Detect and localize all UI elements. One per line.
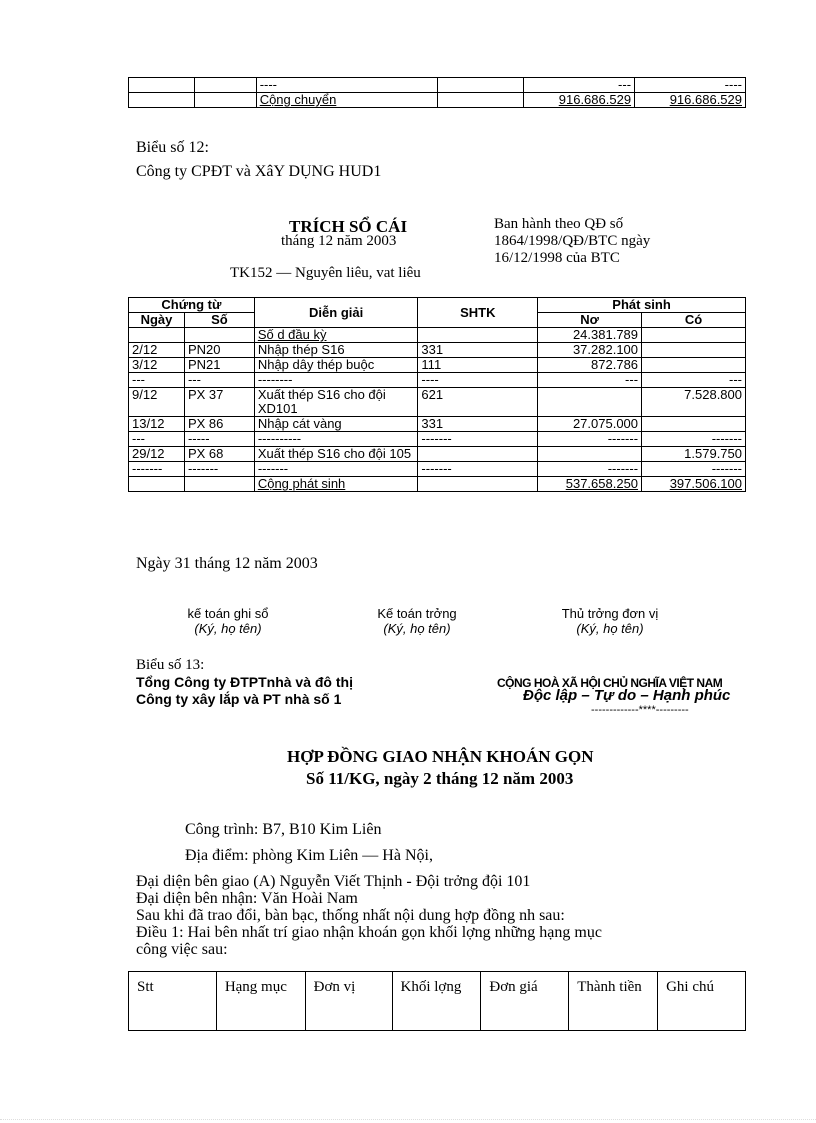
table-row: [129, 447, 746, 462]
cell: [438, 93, 524, 108]
cell: PX 37: [184, 388, 254, 417]
header-no: Nơ: [538, 313, 642, 328]
cell: 3/12: [129, 358, 185, 373]
page-bottom-divider: [0, 1119, 816, 1120]
cell: 872.786: [538, 358, 642, 373]
cell: ----------: [254, 432, 418, 447]
signature-accountant: [178, 606, 278, 636]
cell: Số d đầu kỳ: [254, 328, 418, 343]
table-row: [129, 477, 746, 492]
decree-line: 1864/1998/QĐ/BTC ngày: [494, 233, 651, 249]
header-khoi-luong: Khối lợng: [392, 972, 481, 1031]
header-ghi-chu: Ghi chú: [658, 972, 746, 1031]
table-row: [129, 358, 746, 373]
cell: 29/12: [129, 447, 185, 462]
table-row: [129, 373, 746, 388]
cell: Nhập thép S16: [254, 343, 418, 358]
signature-chief-accountant: [362, 606, 472, 636]
ledger-title: TRÍCH SỔ CÁI: [289, 217, 408, 236]
cell: [418, 328, 538, 343]
header-row: [129, 298, 746, 313]
cell: ----: [418, 373, 538, 388]
cell: -----: [184, 432, 254, 447]
bieu13-org: [136, 674, 353, 708]
cell: ---: [184, 373, 254, 388]
account-line: TK152 — Nguyên liêu, vat liêu: [230, 265, 421, 281]
nation-stars: -------------****---------: [591, 704, 689, 716]
cell: ---: [524, 78, 635, 93]
header-thanh-tien: Thành tiền: [569, 972, 658, 1031]
cell: [538, 447, 642, 462]
cell: -------: [184, 462, 254, 477]
cell: 916.686.529: [635, 93, 746, 108]
cell: [129, 78, 195, 93]
cell: -------: [418, 432, 538, 447]
paragraph-line: Đại diện bên nhận: Văn Hoài Nam: [136, 890, 358, 907]
header-shtk: SHTK: [418, 298, 538, 328]
cell: PN21: [184, 358, 254, 373]
header-chung-tu: Chứng từ: [129, 298, 255, 313]
cell: Cộng phát sinh: [254, 477, 418, 492]
cell: 13/12: [129, 417, 185, 432]
cell: 7.528.800: [642, 388, 746, 417]
signature-note: (Ký, họ tên): [576, 621, 644, 636]
cell: [438, 78, 524, 93]
contract-subtitle: Số 11/KG, ngày 2 tháng 12 năm 2003: [306, 769, 574, 788]
cell: 916.686.529: [524, 93, 635, 108]
cell: -------: [254, 462, 418, 477]
cell: [194, 78, 256, 93]
cell: [642, 328, 746, 343]
header-ngay: Ngày: [129, 313, 185, 328]
cell: [418, 477, 538, 492]
table-row: [129, 462, 746, 477]
cell: ----: [635, 78, 746, 93]
decree-block: [494, 216, 650, 267]
nation-motto: Độc lập – Tự do – Hạnh phúc: [523, 687, 731, 704]
ledger-date-line: Ngày 31 tháng 12 năm 2003: [136, 555, 318, 572]
header-so: Số: [184, 313, 254, 328]
signature-head: [545, 606, 675, 636]
cell: [642, 343, 746, 358]
carry-over-table: [128, 77, 746, 108]
cell: 24.381.789: [538, 328, 642, 343]
cell: -------: [418, 462, 538, 477]
decree-line: Ban hành theo QĐ số: [494, 216, 624, 232]
header-don-gia: Đơn giá: [481, 972, 569, 1031]
table-row: [129, 417, 746, 432]
cell: 37.282.100: [538, 343, 642, 358]
cell: ---: [642, 373, 746, 388]
cell: ---: [129, 373, 185, 388]
bieu13-label: Biểu số 13:: [136, 657, 205, 673]
nation-title: CỘNG HOÀ XÃ HỘI CHỦ NGHĨA VIỆT NAM: [497, 676, 723, 690]
signature-role: kế toán ghi sổ: [187, 606, 269, 621]
cell: 397.506.100: [642, 477, 746, 492]
cell: 331: [418, 343, 538, 358]
cell: 2/12: [129, 343, 185, 358]
dia-diem: Địa điểm: phòng Kim Liên — Hà Nội,: [185, 847, 433, 864]
bieu12-label: Biểu số 12:: [136, 139, 209, 156]
signature-note: (Ký, họ tên): [383, 621, 451, 636]
bieu12-company: Công ty CPĐT và XâY DỤNG HUD1: [136, 163, 382, 180]
cell: [642, 417, 746, 432]
signature-role: Thủ trởng đơn vị: [561, 606, 659, 621]
cell: [129, 93, 195, 108]
cell: Xuất thép S16 cho đội XD101: [254, 388, 418, 417]
paragraph-line: Sau khi đã trao đổi, bàn bạc, thống nhất nội dung hợp đồng nh sau:: [136, 907, 565, 924]
contract-table: [128, 971, 746, 1031]
cong-trinh: Công trình: B7, B10 Kim Liên: [185, 821, 382, 838]
contract-paragraph: [136, 873, 776, 958]
decree-line: 16/12/1998 của BTC: [494, 250, 620, 266]
paragraph-line: Đại diện bên giao (A) Nguyễn Viết Thịnh - Đội trởng đội 101: [136, 873, 531, 890]
ledger-table: [128, 297, 746, 492]
contract-title: HỢP ĐỒNG GIAO NHẬN KHOÁN GỌN: [287, 747, 594, 766]
cell: PX 68: [184, 447, 254, 462]
table-row: [129, 93, 746, 108]
cell: -------: [538, 432, 642, 447]
cell: Nhập cát vàng: [254, 417, 418, 432]
header-hang-muc: Hạng mục: [216, 972, 305, 1031]
cell: [538, 388, 642, 417]
table-row: [129, 78, 746, 93]
cell: -------: [129, 462, 185, 477]
cell: [194, 93, 256, 108]
cell: [184, 328, 254, 343]
ledger-date: tháng 12 năm 2003: [281, 233, 397, 249]
cell: --------: [254, 373, 418, 388]
cell: ---: [129, 432, 185, 447]
cell: -------: [642, 432, 746, 447]
header-don-vi: Đơn vị: [305, 972, 392, 1031]
table-row: [129, 432, 746, 447]
table-row: [129, 343, 746, 358]
cell: 1.579.750: [642, 447, 746, 462]
cell: 9/12: [129, 388, 185, 417]
table-row: [129, 328, 746, 343]
paragraph-line: công việc sau:: [136, 941, 228, 958]
header-phat-sinh: Phát sinh: [538, 298, 746, 313]
cell: -------: [538, 462, 642, 477]
cell: 27.075.000: [538, 417, 642, 432]
cell: 621: [418, 388, 538, 417]
table-row: [129, 388, 746, 417]
cell: [129, 328, 185, 343]
cell: PN20: [184, 343, 254, 358]
org-line: Công ty xây lắp và PT nhà số 1: [136, 691, 342, 707]
cell: [642, 358, 746, 373]
signature-role: Kế toán trởng: [377, 606, 457, 621]
cell: 331: [418, 417, 538, 432]
org-line: Tổng Công ty ĐTPTnhà và đô thị: [136, 674, 353, 690]
cell: [129, 477, 185, 492]
cell: 111: [418, 358, 538, 373]
cell: Nhập dây thép buộc: [254, 358, 418, 373]
header-stt: Stt: [129, 972, 217, 1031]
cell: 537.658.250: [538, 477, 642, 492]
paragraph-line: Điều 1: Hai bên nhất trí giao nhận khoán gọn khối lợng những hạng mục: [136, 924, 602, 941]
cell: ---: [538, 373, 642, 388]
header-co: Có: [642, 313, 746, 328]
cell: [418, 447, 538, 462]
header-row: [129, 972, 746, 1031]
header-dien-giai: Diễn giải: [254, 298, 418, 328]
cell: ----: [256, 78, 438, 93]
cell: -------: [642, 462, 746, 477]
cell: Xuất thép S16 cho đội 105: [254, 447, 418, 462]
cell: [184, 477, 254, 492]
cell: PX 86: [184, 417, 254, 432]
cell: Cộng chuyển: [256, 93, 438, 108]
signature-note: (Ký, họ tên): [194, 621, 262, 636]
